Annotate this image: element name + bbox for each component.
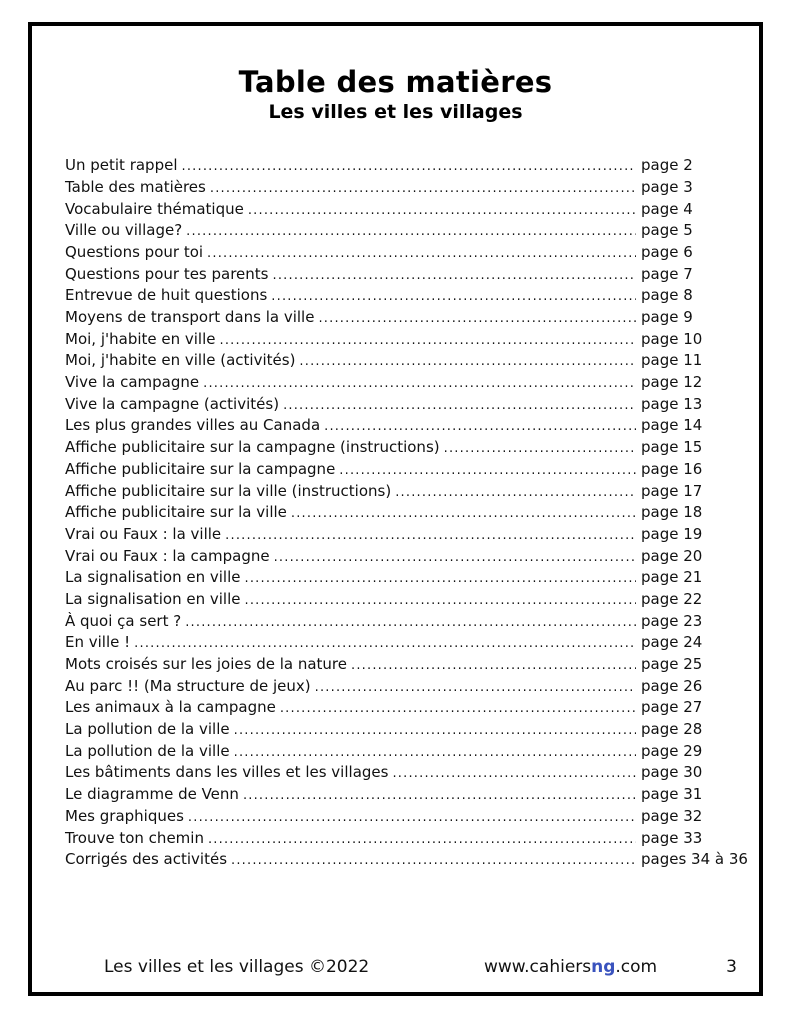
toc-row [65, 720, 741, 742]
toc-entry-page: page 32 [641, 806, 703, 825]
dot-leader [324, 419, 636, 434]
toc-entry-label: Moi, j'habite en ville [65, 329, 216, 348]
toc-entry-label: Affiche publicitaire sur la ville (instructions) [65, 481, 392, 500]
dot-leader [244, 571, 636, 586]
dot-leader [243, 788, 636, 803]
toc-entry-label: Corrigés des activités [65, 850, 228, 869]
toc-entry-page: page 17 [641, 481, 703, 500]
toc-entry-page: page 7 [641, 264, 693, 283]
toc-entry-label: Vrai ou Faux : la campagne [65, 546, 270, 565]
toc-row [65, 525, 741, 547]
dot-leader [392, 766, 636, 781]
toc-entry-label: Vrai ou Faux : la ville [65, 524, 222, 543]
document-page [28, 22, 763, 996]
toc-row [65, 351, 741, 373]
page-footer [32, 957, 759, 981]
toc-row [65, 850, 748, 872]
toc-entry-page: page 31 [641, 785, 703, 804]
toc-entry-page: page 16 [641, 459, 703, 478]
toc-row [65, 308, 741, 330]
toc-row [65, 633, 741, 655]
toc-entry-page: page 4 [641, 199, 693, 218]
dot-leader [210, 181, 636, 196]
dot-leader [315, 680, 636, 695]
toc-entry-label: La signalisation en ville [65, 589, 241, 608]
toc-entry-label: Les bâtiments dans les villes et les villages [65, 763, 389, 782]
footer-page-number: 3 [726, 957, 737, 977]
toc-entry-page: page 9 [641, 308, 693, 326]
toc-entry-page: page 29 [641, 741, 703, 760]
dot-leader [208, 832, 636, 847]
toc-row [65, 460, 741, 482]
toc-row [65, 568, 741, 590]
toc-entry-page: page 27 [641, 698, 703, 717]
dot-leader [273, 268, 637, 283]
toc-row [65, 547, 741, 569]
toc-entry-page: page 25 [641, 655, 703, 673]
footer-copyright: Les villes et les villages ©2022 [104, 957, 370, 977]
toc-entry-label: Vive la campagne (activités) [65, 394, 280, 413]
dot-leader [339, 463, 636, 478]
toc-entry-page: page 15 [641, 438, 703, 457]
toc-entry-page: pages 34 à 36 [641, 850, 748, 869]
toc-entry-page: page 30 [641, 763, 703, 782]
toc-entry-label: Au parc !! (Ma structure de jeux) [65, 676, 311, 695]
dot-leader [185, 615, 636, 630]
toc-entry-label: À quoi ça sert ? [65, 611, 182, 630]
dot-leader [134, 636, 636, 651]
toc-row [65, 829, 741, 851]
toc-entry-page: page 11 [641, 351, 703, 370]
toc-row [65, 373, 741, 395]
title-block [32, 66, 759, 124]
toc-entry-page: page 12 [641, 373, 703, 392]
footer-website [484, 957, 657, 977]
toc-entry-label: Mes graphiques [65, 806, 184, 825]
dot-leader [291, 506, 636, 521]
toc-entry-label: Questions pour tes parents [65, 264, 269, 283]
toc-entry-page: page 33 [641, 828, 703, 847]
website-highlight: ng [591, 957, 616, 977]
toc-entry-page: page 26 [641, 676, 703, 695]
toc-row [65, 503, 741, 525]
toc-entry-page: page 3 [641, 177, 693, 196]
toc-entry-page: page 21 [641, 568, 703, 587]
toc-row [65, 178, 741, 200]
toc-entry-page: page 20 [641, 546, 703, 565]
page-title: Table des matières [238, 65, 553, 99]
dot-leader [203, 376, 636, 391]
toc-row [65, 243, 741, 265]
toc-row [65, 655, 741, 677]
toc-row [65, 156, 741, 178]
dot-leader [234, 745, 636, 760]
toc-entry-label: Trouve ton chemin [65, 828, 204, 847]
dot-leader [225, 528, 636, 543]
toc-entry-label: Moyens de transport dans la ville [65, 308, 315, 326]
toc-row [65, 785, 741, 807]
toc-entry-label: Entrevue de huit questions [65, 286, 268, 305]
dot-leader [299, 354, 636, 369]
toc-row [65, 200, 741, 222]
toc-entry-label: Vocabulaire thématique [65, 199, 244, 218]
toc-entry-label: La signalisation en ville [65, 568, 241, 587]
toc-entry-label: Mots croisés sur les joies de la nature [65, 655, 347, 673]
toc-entry-label: Un petit rappel [65, 156, 178, 175]
website-suffix: .com [615, 957, 658, 977]
toc-entry-label: Affiche publicitaire sur la campagne [65, 459, 336, 478]
toc-entry-page: page 10 [641, 329, 703, 348]
toc-entry-page: page 23 [641, 611, 703, 630]
dot-leader [220, 333, 637, 348]
toc-entry-label: La pollution de la ville [65, 720, 230, 739]
toc-entry-page: page 28 [641, 720, 703, 739]
toc-row [65, 612, 741, 634]
toc-entry-page: page 8 [641, 286, 693, 305]
toc-row [65, 330, 741, 352]
toc-row [65, 742, 741, 764]
dot-leader [283, 398, 636, 413]
toc-row [65, 438, 741, 460]
dot-leader [351, 658, 636, 673]
toc-entry-label: Le diagramme de Venn [65, 785, 239, 804]
toc-row [65, 221, 741, 243]
toc-entry-page: page 5 [641, 221, 693, 240]
dot-leader [248, 203, 636, 218]
toc-entry-label: Les animaux à la campagne [65, 698, 276, 717]
page-subtitle: Les villes et les villages [268, 101, 523, 124]
toc-row [65, 807, 741, 829]
toc-entry-page: page 22 [641, 589, 703, 608]
toc-row [65, 416, 741, 438]
toc-entry-page: page 14 [641, 416, 703, 435]
table-of-contents [65, 156, 748, 872]
dot-leader [244, 593, 636, 608]
toc-entry-page: page 18 [641, 503, 703, 522]
dot-leader [186, 224, 636, 239]
toc-entry-label: Affiche publicitaire sur la ville [65, 503, 287, 522]
dot-leader [280, 701, 636, 716]
toc-entry-label: Les plus grandes villes au Canada [65, 416, 321, 435]
dot-leader [274, 550, 636, 565]
toc-row [65, 482, 741, 504]
dot-leader [271, 289, 636, 304]
dot-leader [188, 810, 636, 825]
dot-leader [207, 246, 636, 261]
dot-leader [234, 723, 636, 738]
toc-entry-page: page 6 [641, 242, 693, 261]
toc-entry-label: Affiche publicitaire sur la campagne (instructions) [65, 438, 440, 457]
toc-row [65, 677, 741, 699]
dot-leader [395, 485, 636, 500]
toc-row [65, 286, 741, 308]
toc-entry-label: Table des matières [65, 177, 206, 196]
toc-row [65, 763, 741, 785]
toc-row [65, 698, 741, 720]
toc-row [65, 590, 741, 612]
toc-entry-label: La pollution de la ville [65, 741, 230, 760]
toc-entry-label: Questions pour toi [65, 242, 204, 261]
toc-row [65, 265, 741, 287]
toc-entry-label: Moi, j'habite en ville (activités) [65, 351, 296, 370]
website-prefix: www.cahiers [484, 957, 592, 977]
toc-row [65, 395, 741, 417]
toc-entry-page: page 13 [641, 394, 703, 413]
dot-leader [182, 159, 637, 174]
toc-entry-label: En ville ! [65, 633, 131, 652]
toc-entry-label: Vive la campagne [65, 373, 200, 392]
dot-leader [318, 311, 636, 326]
toc-entry-page: page 24 [641, 633, 703, 652]
toc-entry-label: Ville ou village? [65, 221, 183, 240]
dot-leader [444, 441, 636, 456]
toc-entry-page: page 2 [641, 156, 693, 175]
dot-leader [231, 853, 636, 868]
toc-entry-page: page 19 [641, 524, 703, 543]
